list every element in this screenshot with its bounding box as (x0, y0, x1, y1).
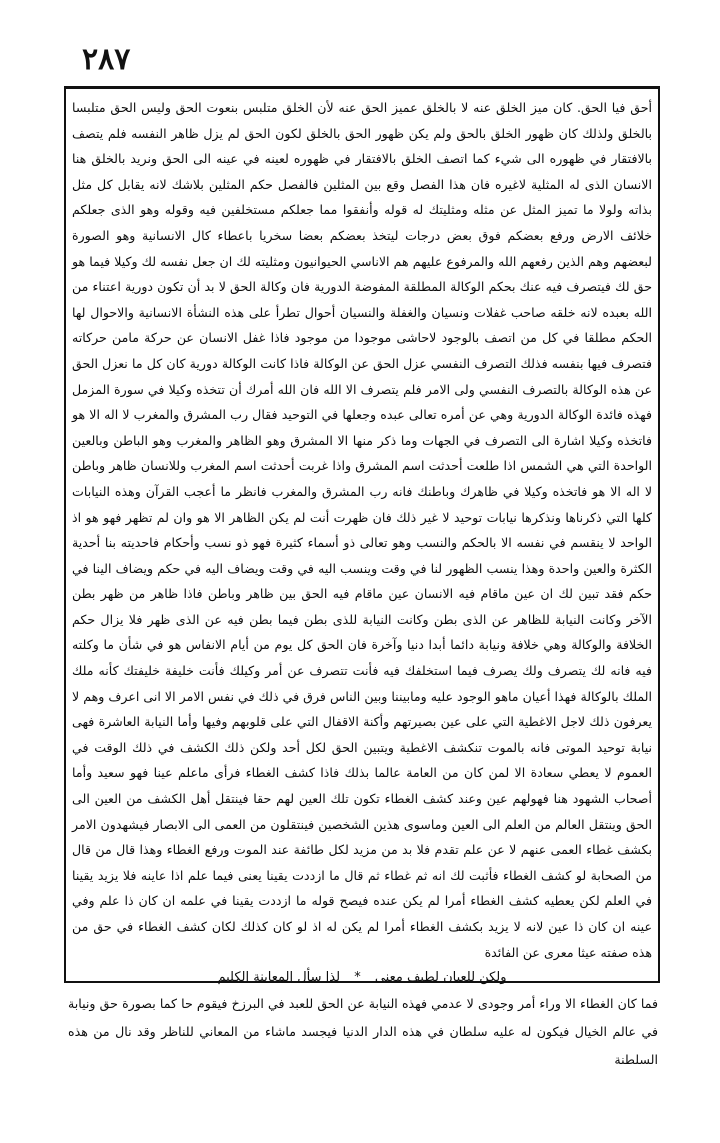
verse-first-hemistich: ولكن للعيان لطيف معنى (374, 970, 507, 986)
poetry-verse (72, 965, 652, 991)
verse-second-hemistich: لذا سأل المعاينة الكليم (217, 970, 341, 986)
main-text-body: أحق فيا الحق. كان ميز الخلق عنه لا بالخلق عميز الحق عنه لأن الخلق متلبس بنعوت الحق وليس الحق متلبسا بالخلق ولذلك كان ظهور الخلق بالحق ولم يكن ظهور الحق بالخلق لكون الحق لم يزل ظاهر النفسه فلم يتصف بالافتقار في ظهوره الى شيء كما اتصف الخلق بالافتقار في ظهوره لعينه في عينه الى الحق ونريد بالخلق هنا الانسان الذى له المثلية لاغيره فان هذا الفصل وقع بين المثلين فالفصل حكم المثلين بلاشك لانه يقابل كل مثل بذاته ولولا ما تميز المثل عن مثله ومثليتك له قوله وأنفقوا مما جعلكم مستخلفين فيه وقوله وهو الذى جعلكم خلائف الارض ورفع بعضكم فوق بعض درجات ليتخذ بعضكم بعضا سخريا باعطاء كال الانسانية وهو الصورة لبعضهم وهم الذين رفعهم الله والمرفوع عليهم هم الاناسي الحيوانيون ومثليته لك ان جعل نفسه لك وكيلا فيما هو حق لك فيتصرف فيه عنك بحكم الوكالة المطلقة المفوضة الدورية فان وكالة الحق لا بد أن تكون دورية اعتناء من الله بعبده لانه خلقه صاحب غفلات ونسيان والغفلة والنسيان أحوال تطرأ على هذه النشأة الانسانية والاحوال لها الحكم مطلقا في كل من اتصف بالوجود لاحاشى موجودا من موجود فاذا غفل الانسان عن حركة مامن حركاته فتصرف فيها بنفسه فذلك التصرف النفسي عزل الحق عن الوكالة فاذا كانت الوكالة دورية كان كل ما نعزل الحق عن هذه الوكالة بالتصرف النفسي ولى الامر فلم يتصرف الا الله فان الله أمرك أن تتخذه وكيلا في سورة المزمل فهذه فائدة الوكالة الدورية وهي عن أمره تعالى عبده وجعلها في التوحيد فقال رب المشرق والمغرب لا اله الا هو فاتخذه وكيلا اشارة الى التصرف في الجهات وما ذكر منها الا المشرق وهو الظاهر والمغرب وهو الباطن وبالعين الواحدة التي هي الشمس اذا طلعت أحدثت اسم المشرق واذا غربت أحدثت اسم المغرب وللانسان ظاهر وباطن لا اله الا هو فاتخذه وكيلا في ظاهرك وباطنك فانه رب المشرق والمغرب فانظر ما أعجب القرآن وهذه النيابات كلها التي ذكرناها ونذكرها نيابات توحيد لا غير ذلك فان ظهرت أنت لم يكن الظاهر الا هو وان لم تظهر فهو هو اذ الواحد لا ينقسم في نفسه الا بالحكم والنسب وهو تعالى ذو أسماء كثيرة فهو ذو نسب وأحكام فاحديته بنا أحدية الكثرة والعين واحدة وهذا ينسب الظهور لنا في وقت وينسب اليه في وقت ويضاف اليه في حكم ويضاف الينا في حكم فقد تبين لك ان عين ماقام فيه الانسان عين ماقام فيه الحق بين ظاهر وباطن فاذا ظاهر من ظهر بطن الآخر وكانت النيابة للظاهر عن الذى بطن وكانت النيابة للذى بطن فيما بطن فيه عن الذى ظهر فلا يزال حكم الخلافة والوكالة وهي خلافة ونيابة دائما أبدا دنيا وآخرة فان الحق كل يوم من أيام الانفاس هو في شأن ما وكلته فيه فانه لك يتصرف ولك يصرف فيما استخلفك فيه فأنت تتصرف عن أمر وكيلك فأنت خليفة خليفتك كأنه ملك الملك بالوكالة فهذا أعيان ماهو الوجود عليه ومابيننا وبين الناس فرق في ذلك في نفس الامر الا انى اعرف وهم لا يعرفون ذلك لاجل الاغطية التي على عين بصيرتهم وأكنة الاقفال التي على قلوبهم وفيها وأما النيابة العاشرة فهى نيابة توحيد الموتى فانه بالموت تنكشف الاغطية ويتبين الحق لكل أحد ولكن ذلك الكشف في ذلك الوقت في العموم لا يعطي سعادة الا لمن كان من العامة عالما بذلك فاذا كشف الغطاء فرأى ماعلم عينا فهو سعيد وأما أصحاب الشهود هنا فهولهم عين وعند كشف الغطاء تكون تلك العين لهم حقا فينتقل أهل الكشف من العين الى الحق وينتقل العالم من العلم الى العين وماسوى هذين الشخصين فينتقلون من العمى الى الابصار فيشهدون الامر بكشف غطاء العمى عنهم لا عن علم تقدم فلا بد من مزيد لكل طائفة عند الموت ورفع الغطاء وهذا قال من قال من الصحابة لو كشف الغطاء فأثبت لك انه ثم غطاء ثم قال ما ازددت يقينا يعنى فيما علم اذا عاينه فلا يزيد يقينا في العلم لكن يعطيه كشف الغطاء أمرا لم يكن عنده فيصح قوله ما ازددت يقينا في علمه ان كان ذا علم وفي عينه ان كان ذا عين لانه لا يزيد بكشف الغطاء أمرا لم يكن له اذ لو كان كذلك لكان كشف الغطاء في حق من هذه صفته عيثا معرى عن الفائدة (72, 100, 652, 960)
page-number: ٢٨٧ (82, 42, 131, 77)
verse-separator-star: * (354, 970, 361, 986)
main-text-frame (64, 86, 660, 986)
footnote-text: فما كان الغطاء الا وراء أمر وجودى لا عدمي فهذه النيابة عن الحق للعبد في البرزخ فيقوم حا كما بصورة حق ونيابة في عالم الخيال فيكون له عليه سلطان في هذه الدار الدنيا فيجسد ماشاء من المعاني للناظر وقد نال من هذه السلطنة (68, 996, 658, 1067)
